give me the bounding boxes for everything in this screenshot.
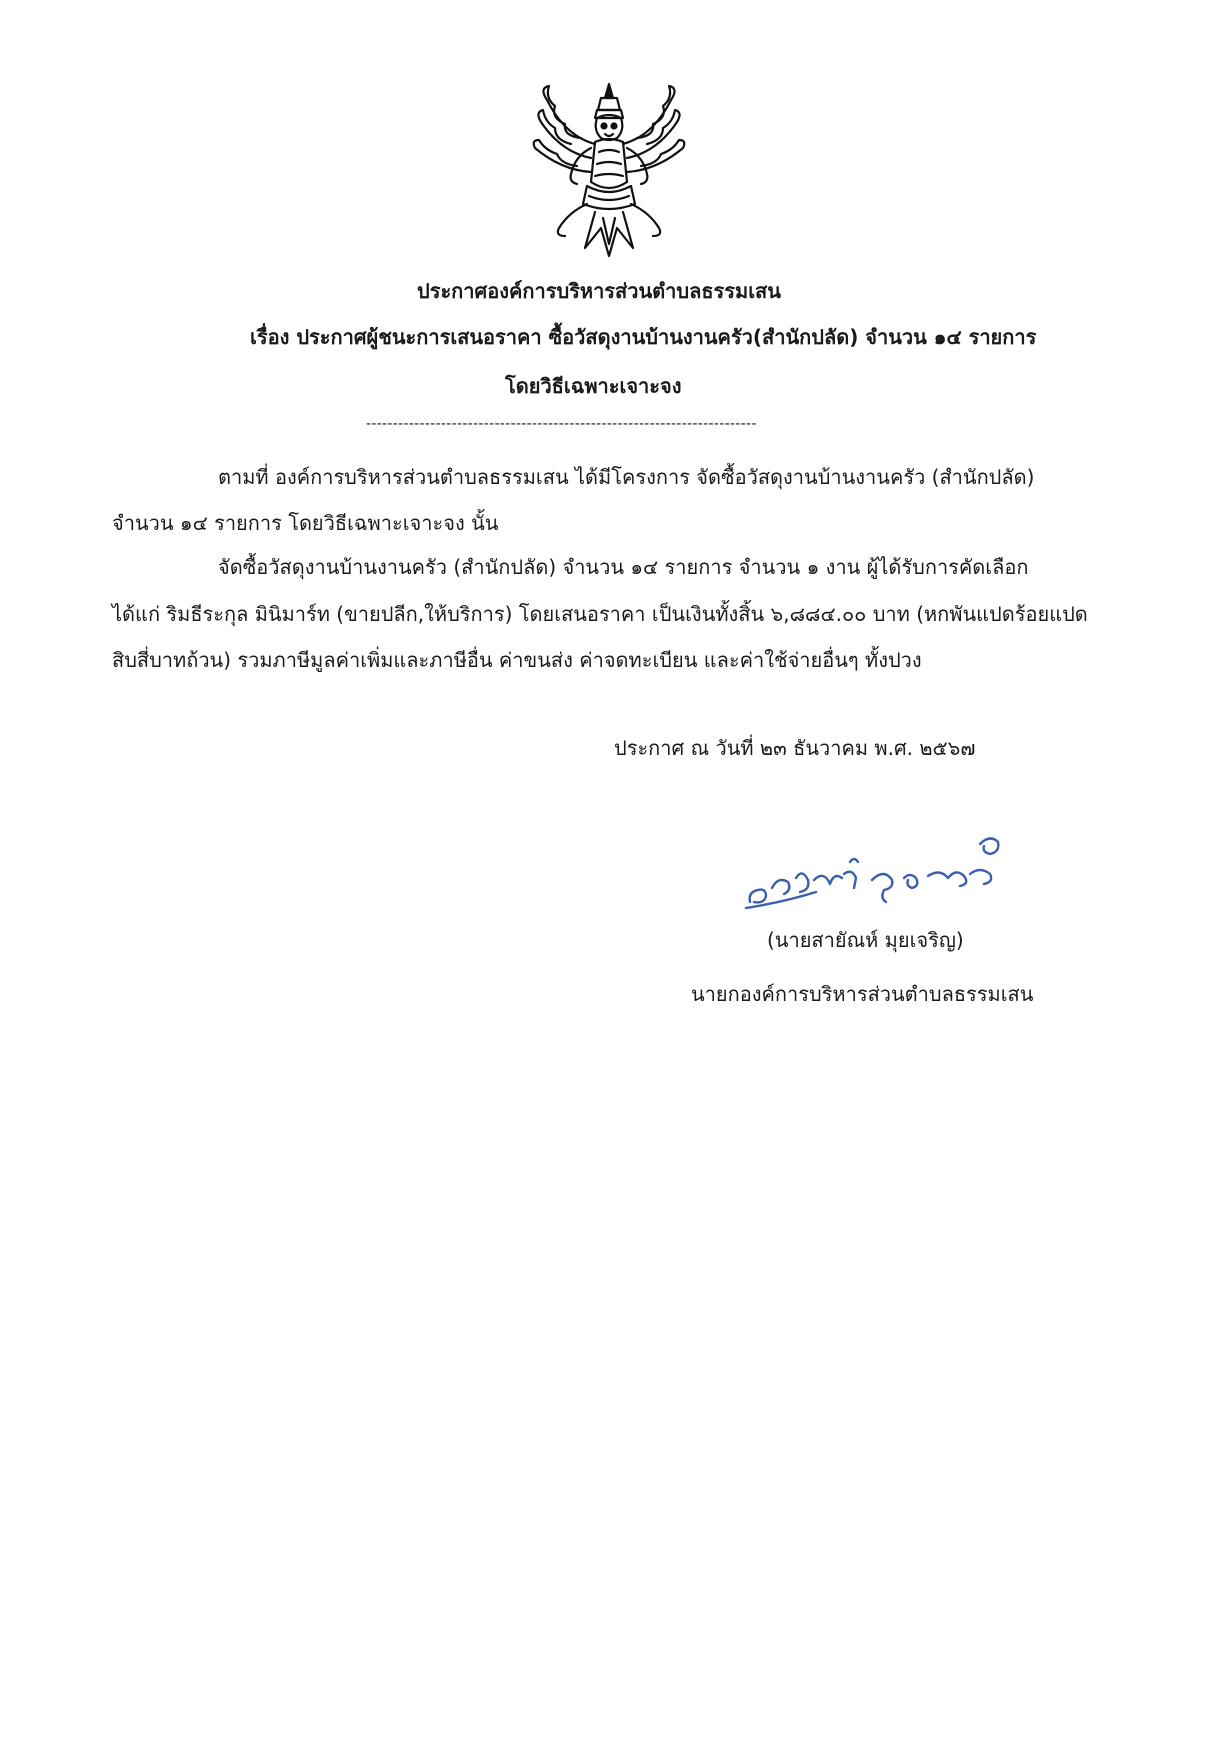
- paragraph-1-line-1: ตามที่ องค์การบริหารส่วนตำบลธรรมเสน ได้มีโครงการ จัดซื้อวัสดุงานบ้านงานครัว (สำนักปลัด): [218, 465, 1035, 489]
- garuda-emblem-icon: [525, 78, 693, 262]
- handwritten-signature-icon: [744, 828, 1026, 910]
- announcement-title: ประกาศองค์การบริหารส่วนตำบลธรรมเสน: [417, 279, 781, 303]
- announcement-date: ประกาศ ณ วันที่ ๒๓ ธันวาคม พ.ศ. ๒๕๖๗: [614, 736, 976, 760]
- signatory-name: (นายสายัณห์ มุยเจริญ): [767, 928, 964, 952]
- signatory-position: นายกองค์การบริหารส่วนตำบลธรรมเสน: [691, 982, 1034, 1006]
- paragraph-2-line-2: ได้แก่ ริมธีระกุล มินิมาร์ท (ขายปลีก,ให้บริการ) โดยเสนอราคา เป็นเงินทั้งสิ้น ๖,๘๘๔.๐๐ บาท (หกพันแปดร้อยแปด: [112, 602, 1088, 626]
- procurement-method: โดยวิธีเฉพาะเจาะจง: [505, 374, 682, 398]
- divider-line: -------------------------------------------------------------------------: [366, 416, 757, 432]
- paragraph-1-line-2: จำนวน ๑๔ รายการ โดยวิธีเฉพาะเจาะจง นั้น: [112, 511, 499, 535]
- announcement-subject: เรื่อง ประกาศผู้ชนะการเสนอราคา ซื้อวัสดุงานบ้านงานครัว(สำนักปลัด) จำนวน ๑๔ รายการ: [250, 325, 1037, 349]
- paragraph-2-line-1: จัดซื้อวัสดุงานบ้านงานครัว (สำนักปลัด) จำนวน ๑๔ รายการ จำนวน ๑ งาน ผู้ได้รับการคัดเลือก: [218, 555, 1029, 579]
- paragraph-2-line-3: สิบสี่บาทถ้วน) รวมภาษีมูลค่าเพิ่มและภาษีอื่น ค่าขนส่ง ค่าจดทะเบียน และค่าใช้จ่ายอื่นๆ ทั้งปวง: [112, 648, 922, 672]
